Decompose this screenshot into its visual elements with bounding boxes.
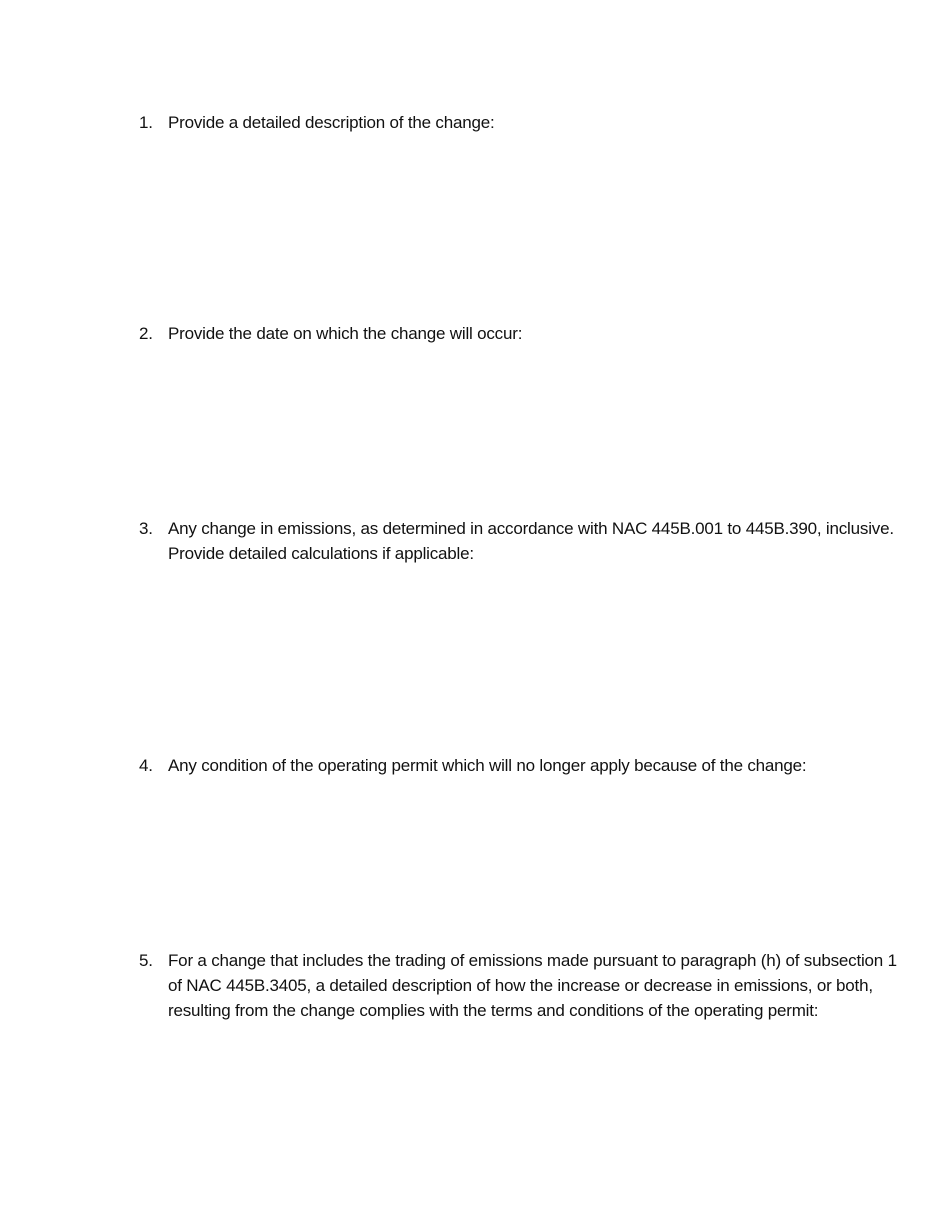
question-2 xyxy=(139,321,899,346)
question-number: 2. xyxy=(139,324,153,343)
question-1 xyxy=(139,110,899,135)
question-3 xyxy=(139,516,899,566)
question-number: 1. xyxy=(139,113,153,132)
question-4 xyxy=(139,753,899,778)
question-number: 5. xyxy=(139,951,153,970)
question-text: Any change in emissions, as determined in accordance with NAC 445B.001 to 445B.390, inclusive. Provide detailed calculations if applicable: xyxy=(168,519,894,563)
question-number: 4. xyxy=(139,756,153,775)
question-text: Provide the date on which the change will occur: xyxy=(168,324,523,343)
question-number: 3. xyxy=(139,519,153,538)
question-text: Provide a detailed description of the change: xyxy=(168,113,495,132)
question-text: For a change that includes the trading of emissions made pursuant to paragraph (h) of subsection 1 of NAC 445B.3405, a detailed description of how the increase or decrease in emissions, or both, resulting from the change complies with the terms and conditions of the operating permit: xyxy=(168,951,897,1020)
question-5 xyxy=(139,948,899,1023)
question-text: Any condition of the operating permit which will no longer apply because of the change: xyxy=(168,756,807,775)
